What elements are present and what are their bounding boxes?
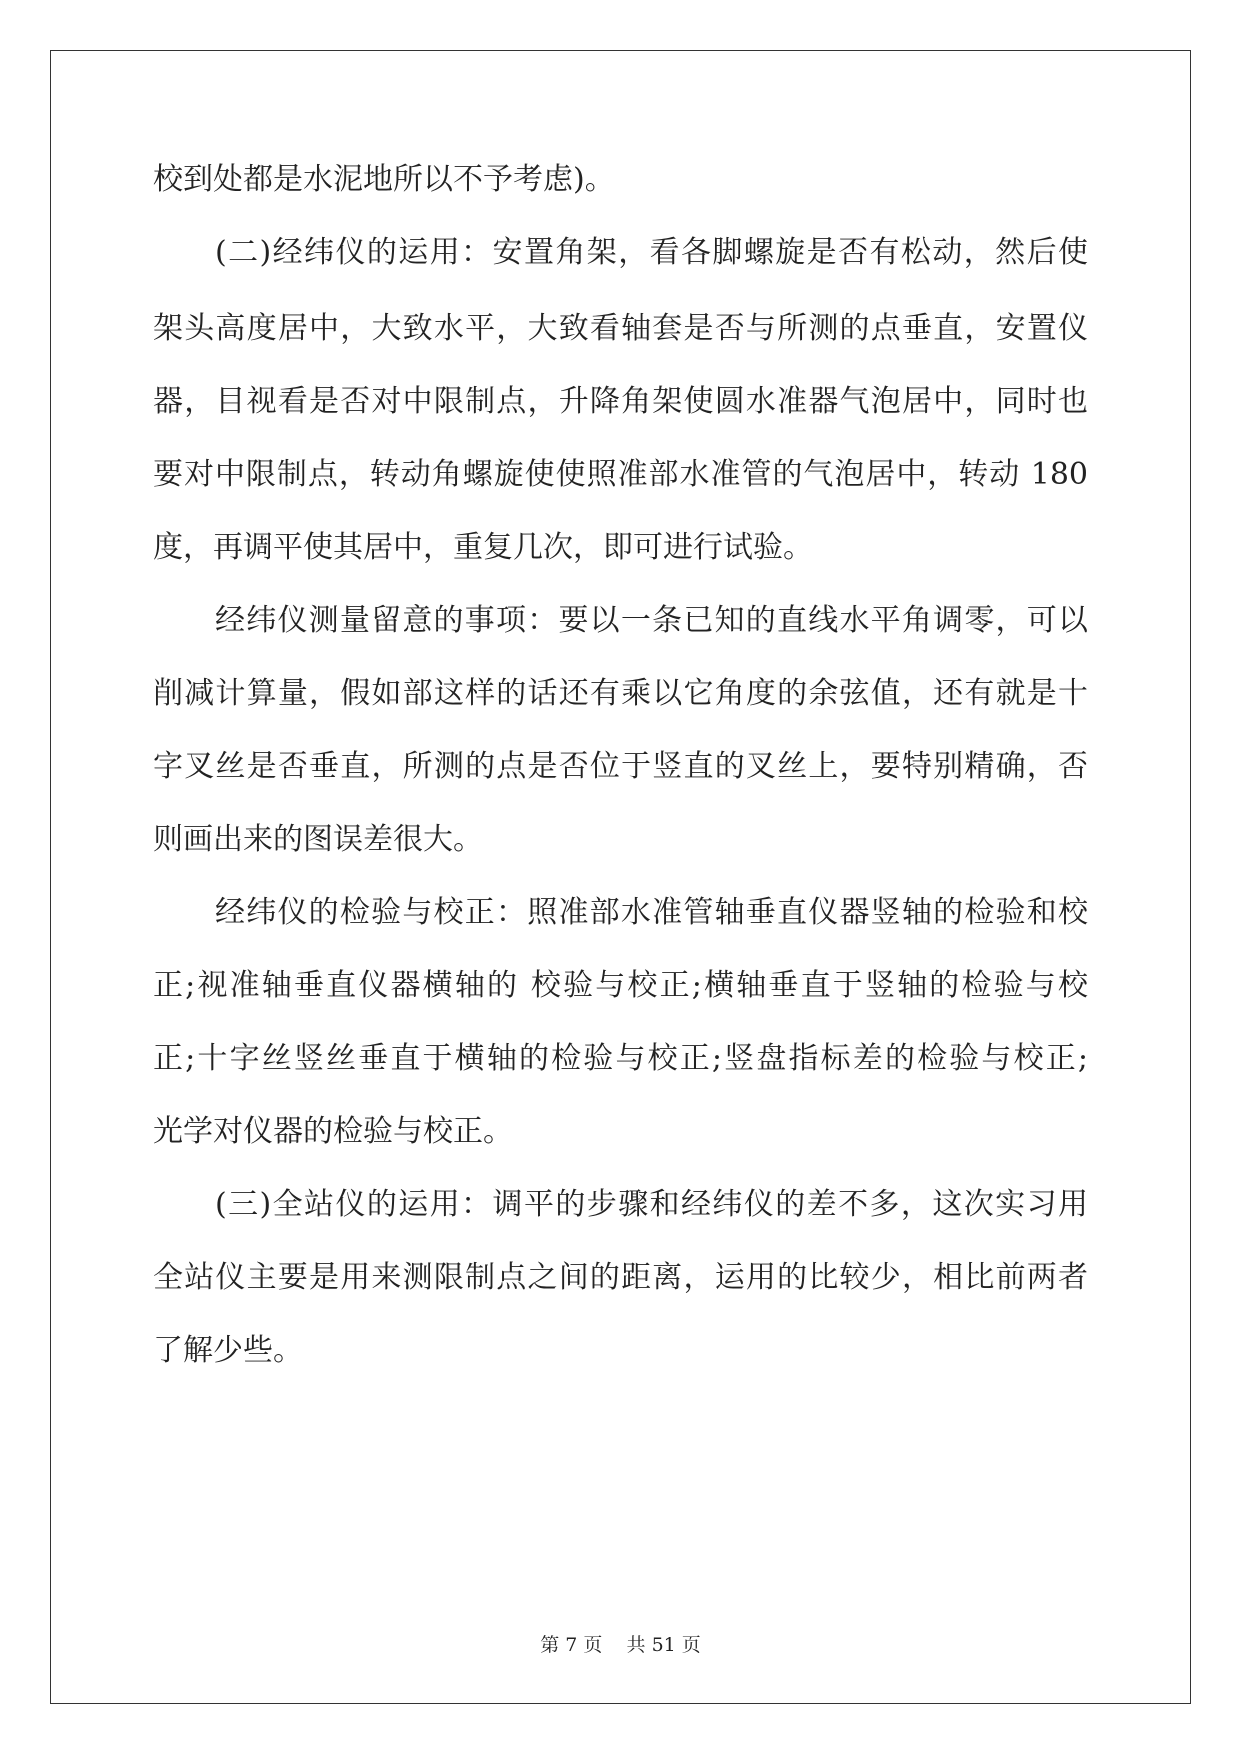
page-footer (0, 1630, 1241, 1657)
text-line: 校到处都是水泥地所以不予考虑)。 (153, 162, 615, 197)
text-line: 全站仪主要是用来测限制点之间的距离，运用的比较少，相比前两者 (153, 1260, 1088, 1295)
text-line: 架头高度居中，大致水平，大致看轴套是否与所测的点垂直，安置仪 (153, 311, 1088, 346)
text-line: 正;十字丝竖丝垂直于横轴的检验与校正;竖盘指标差的检验与校正; (153, 1041, 1088, 1076)
text-line: 了解少些。 (153, 1333, 303, 1368)
text-line: 则画出来的图误差很大。 (153, 822, 483, 857)
text-line: 经纬仪的检验与校正：照准部水准管轴垂直仪器竖轴的检验和校 (215, 895, 1088, 930)
page-number: 第 7 页 (540, 1634, 603, 1656)
text-line: 器，目视看是否对中限制点，升降角架使圆水准器气泡居中，同时也 (153, 384, 1088, 419)
document-body (153, 160, 1088, 1371)
text-line: 削减计算量，假如部这样的话还有乘以它角度的余弦值，还有就是十 (153, 676, 1088, 711)
text-line: (二)经纬仪的运用：安置角架，看各脚螺旋是否有松动，然后使 (215, 235, 1088, 270)
text-line: 正;视准轴垂直仪器横轴的 校验与校正;横轴垂直于竖轴的检验与校 (153, 968, 1088, 1003)
text-line: 经纬仪测量留意的事项：要以一条已知的直线水平角调零，可以 (215, 603, 1088, 638)
text-line: (三)全站仪的运用：调平的步骤和经纬仪的差不多，这次实习用 (215, 1187, 1088, 1222)
text-line: 要对中限制点，转动角螺旋使使照准部水准管的气泡居中，转动 180 (153, 457, 1088, 492)
text-line: 字叉丝是否垂直，所测的点是否位于竖直的叉丝上，要特别精确，否 (153, 749, 1088, 784)
text-line: 光学对仪器的检验与校正。 (153, 1114, 513, 1149)
page-total: 共 51 页 (626, 1634, 701, 1656)
text-line: 度，再调平使其居中，重复几次，即可进行试验。 (153, 530, 813, 565)
